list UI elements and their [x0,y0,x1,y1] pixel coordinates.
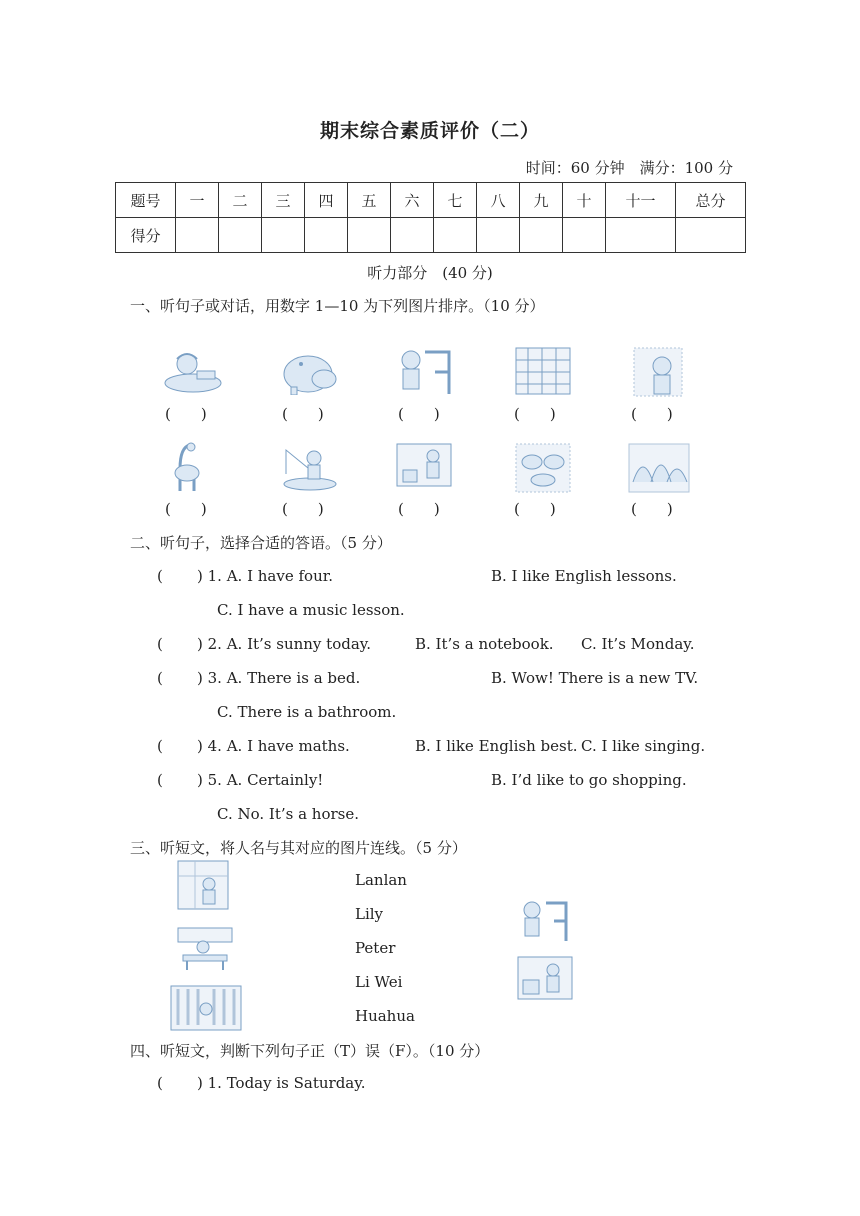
classroom-picture [177,860,229,910]
table-header-cell: 十一 [606,183,676,218]
exam-time-info: 时间：60 分钟 满分：100 分 [525,159,733,177]
score-cell[interactable] [262,218,305,253]
table-header-cell: 一 [176,183,219,218]
q3-option-c: C. There is a bathroom. [217,703,397,721]
question-bracket[interactable]: ( [157,567,163,585]
forest-picture [627,442,691,494]
q5-option-b: B. I’d like to go shopping. [491,771,687,789]
answer-bracket[interactable]: ( ) [398,500,440,518]
score-cell[interactable] [606,218,676,253]
answer-bracket[interactable]: ( ) [165,405,207,423]
giraffe-picture [170,441,204,495]
section-4-heading: 四、听短文，判断下列句子正（T）误（F）。（10 分） [130,1042,490,1060]
answer-bracket[interactable]: ( ) [282,405,324,423]
answer-bracket[interactable]: ( ) [514,405,556,423]
name-li-wei[interactable]: Li Wei [355,973,403,991]
table-header-cell: 三 [262,183,305,218]
q2-option-c: C. It’s Monday. [581,635,695,653]
q2-option-b: B. It’s a notebook. [415,635,554,653]
question-bracket[interactable]: ( [157,635,163,653]
name-peter[interactable]: Peter [355,939,396,957]
name-huahua[interactable]: Huahua [355,1007,415,1025]
name-lily[interactable]: Lily [355,905,384,923]
score-cell[interactable] [563,218,606,253]
boy-with-tv-picture [395,442,453,490]
listening-heading: 听力部分 (40 分) [367,264,493,282]
section-4-q1: ) 1. Today is Saturday. [197,1074,366,1092]
q2-option-a: ) 2. A. It’s sunny today. [197,635,372,653]
answer-bracket[interactable]: ( ) [282,500,324,518]
score-table [115,182,746,253]
boy-at-table-picture [177,927,233,971]
score-cell[interactable] [676,218,746,253]
table-header-cell: 七 [434,183,477,218]
score-table-score-row [116,218,746,253]
q1-option-b: B. I like English lessons. [491,567,677,585]
score-cell[interactable] [477,218,520,253]
girl-with-chair-picture [518,897,572,943]
score-cell[interactable] [176,218,219,253]
boy-fishing-picture [280,444,338,492]
boy-portrait-picture [632,346,684,398]
question-bracket[interactable]: ( [157,771,163,789]
boy-with-screen-picture [517,956,573,1002]
building-picture [514,346,572,396]
table-header-cell: 八 [477,183,520,218]
table-header-cell: 题号 [116,183,176,218]
page-title: 期末综合素质评价（二） [319,120,540,142]
q5-option-a: ) 5. A. Certainly! [197,771,324,789]
score-cell[interactable] [391,218,434,253]
score-table-header-row [116,183,746,218]
answer-bracket[interactable]: ( ) [631,500,673,518]
table-header-cell: 五 [348,183,391,218]
name-lanlan[interactable]: Lanlan [355,871,407,889]
girl-at-desk-picture [395,346,455,396]
table-header-cell: 二 [219,183,262,218]
hippo-picture [281,349,339,395]
answer-bracket[interactable]: ( ) [165,500,207,518]
score-cell[interactable] [520,218,563,253]
q1-option-a: ) 1. A. I have four. [197,567,334,585]
question-bracket[interactable]: ( [157,1074,163,1092]
section-2-heading: 二、听句子，选择合适的答语。（5 分） [130,534,392,552]
q3-option-b: B. Wow! There is a new TV. [491,669,699,687]
score-cell[interactable] [219,218,262,253]
crabs-picture [514,442,572,494]
score-cell[interactable] [348,218,391,253]
section-3-heading: 三、听短文，将人名与其对应的图片连线。（5 分） [130,839,467,857]
table-header-cell: 总分 [676,183,746,218]
question-bracket[interactable]: ( [157,669,163,687]
q3-option-a: ) 3. A. There is a bed. [197,669,361,687]
q4-option-b: B. I like English best. [415,737,578,755]
q1-option-c: C. I have a music lesson. [217,601,405,619]
table-row-label: 得分 [116,218,176,253]
question-bracket[interactable]: ( [157,737,163,755]
q4-option-a: ) 4. A. I have maths. [197,737,350,755]
score-cell[interactable] [434,218,477,253]
table-header-cell: 九 [520,183,563,218]
table-header-cell: 四 [305,183,348,218]
q4-option-c: C. I like singing. [581,737,706,755]
section-1-heading: 一、听句子或对话，用数字 1—10 为下列图片排序。（10 分） [130,297,545,315]
q5-option-c: C. No. It’s a horse. [217,805,360,823]
table-header-cell: 十 [563,183,606,218]
answer-bracket[interactable]: ( ) [514,500,556,518]
table-header-cell: 六 [391,183,434,218]
answer-bracket[interactable]: ( ) [398,405,440,423]
answer-bracket[interactable]: ( ) [631,405,673,423]
shelf-room-picture [170,985,242,1031]
boy-on-cloud-picture [163,347,223,395]
score-cell[interactable] [305,218,348,253]
